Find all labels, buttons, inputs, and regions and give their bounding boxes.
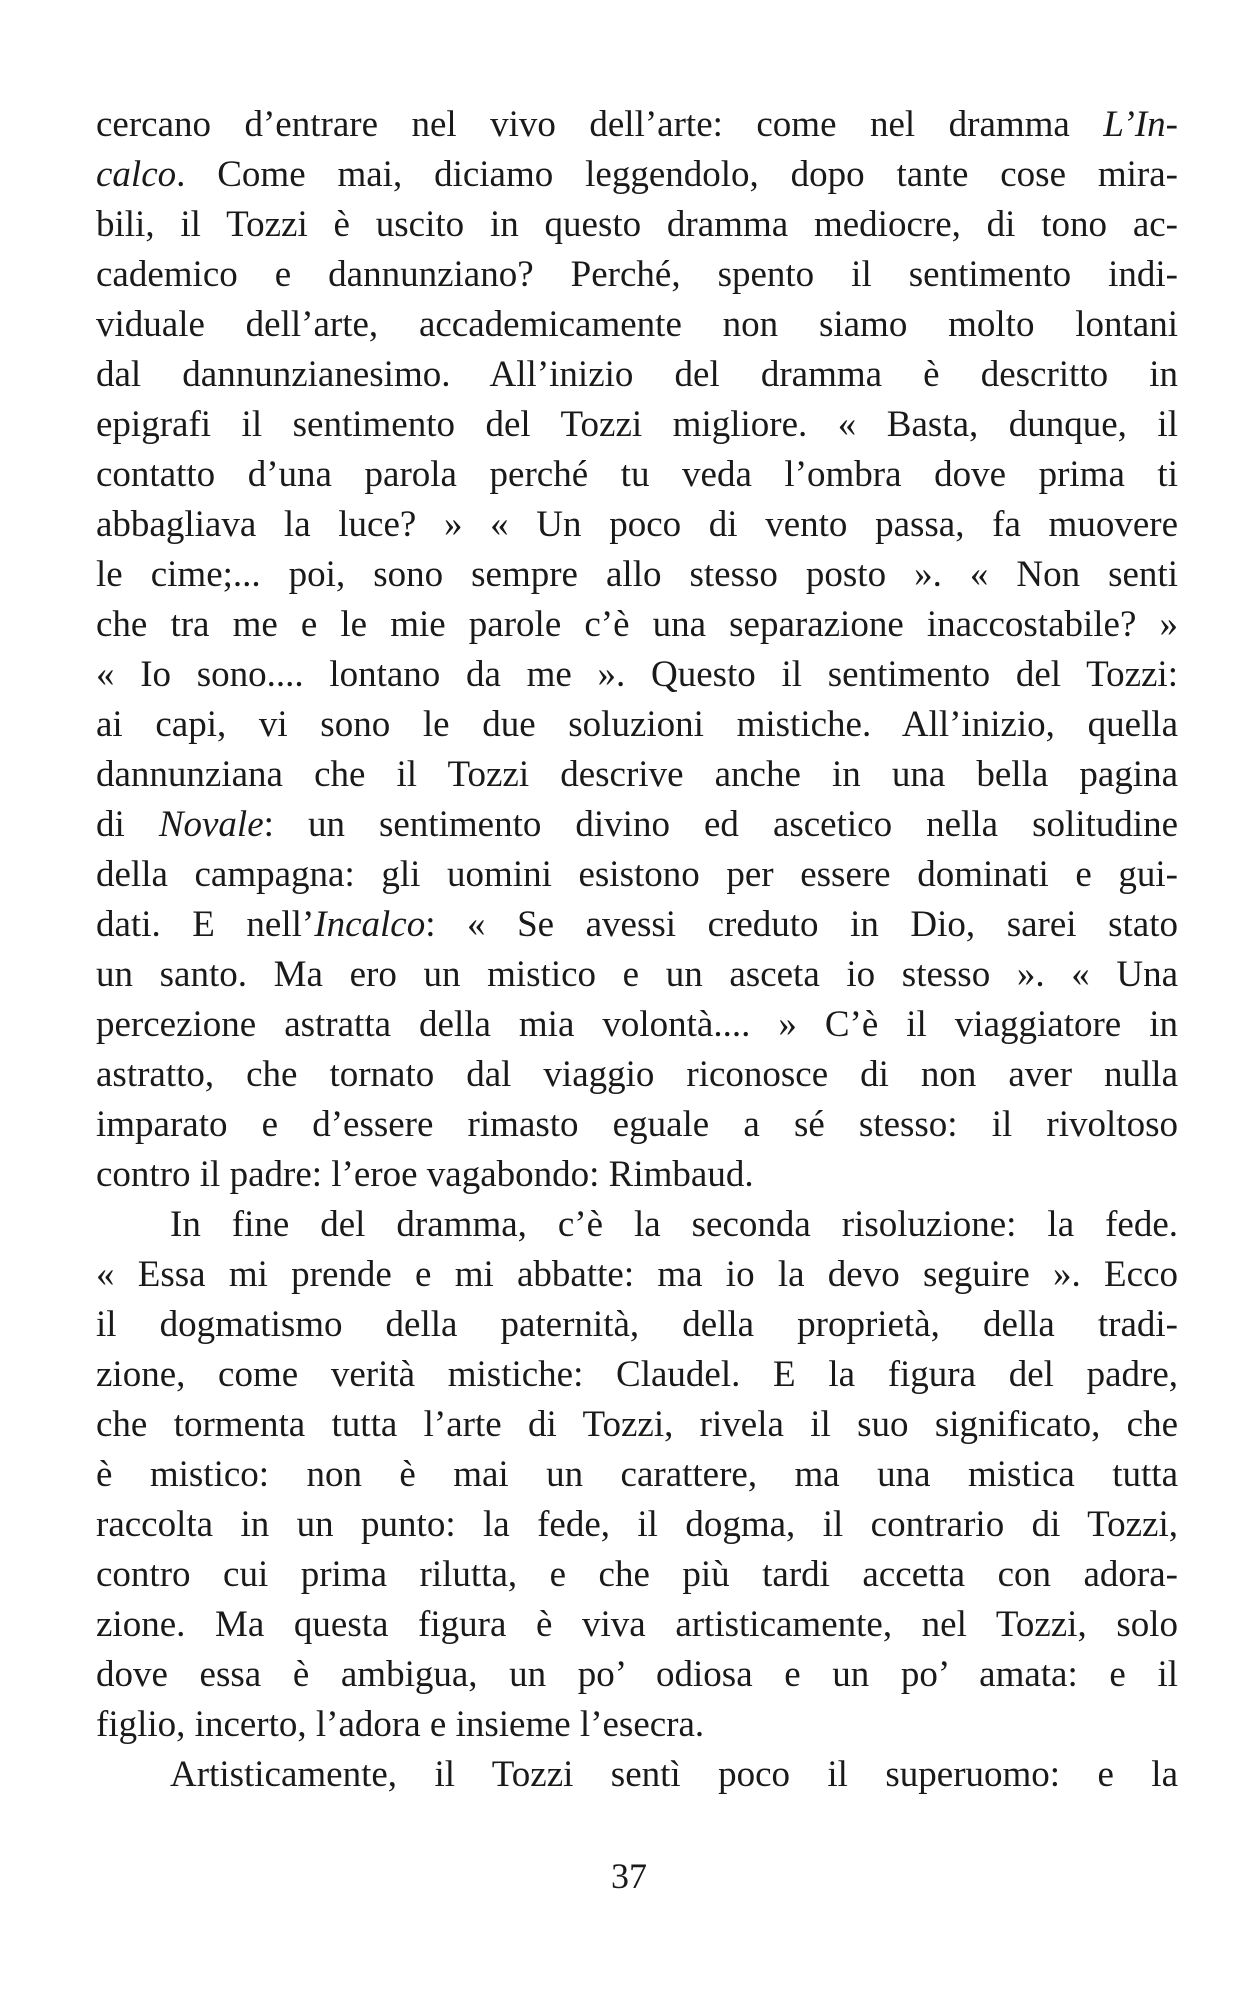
text-line: dati. E nell’Incalco: « Se avessi creduto in Dio, sarei stato [96, 904, 1179, 945]
italic-title: Incalco [314, 904, 426, 945]
text-line: che tra me e le mie parole c’è una separazione inaccostabile? » [96, 604, 1178, 645]
text-line: di Novale: un sentimento divino ed ascetico nella solitudine [96, 804, 1179, 845]
text-line: Artisticamente, il Tozzi sentì poco il superuomo: e la [170, 1754, 1178, 1795]
text-line: figlio, incerto, l’adora e insieme l’esecra. [96, 1704, 705, 1745]
text-line: percezione astratta della mia volontà.... » C’è il viaggiatore in [96, 1004, 1178, 1045]
text-line: le cime;... poi, sono sempre allo stesso posto ». « Non senti [96, 554, 1178, 595]
italic-title: calco [96, 154, 177, 195]
text-line: è mistico: non è mai un carattere, ma una mistica tutta [96, 1454, 1178, 1495]
text-line: « Io sono.... lontano da me ». Questo il sentimento del Tozzi: [96, 654, 1178, 695]
text-line: astratto, che tornato dal viaggio riconosce di non aver nulla [96, 1054, 1178, 1095]
text-line: raccolta in un punto: la fede, il dogma, il contrario di Tozzi, [96, 1504, 1178, 1545]
text-line: In fine del dramma, c’è la seconda risoluzione: la fede. [170, 1204, 1178, 1245]
body-text [96, 100, 1178, 1800]
text-line: abbagliava la luce? » « Un poco di vento passa, fa muovere [96, 504, 1178, 545]
text-line: dal dannunzianesimo. All’inizio del dramma è descritto in [96, 354, 1178, 395]
text-line: bili, il Tozzi è uscito in questo dramma mediocre, di tono ac- [96, 204, 1178, 245]
text-line: dove essa è ambigua, un po’ odiosa e un po’ amata: e il [96, 1654, 1178, 1695]
text-line: zione. Ma questa figura è viva artisticamente, nel Tozzi, solo [96, 1604, 1178, 1645]
text-line: zione, come verità mistiche: Claudel. E la figura del padre, [96, 1354, 1178, 1395]
text-line: cercano d’entrare nel vivo dell’arte: come nel dramma L’In- [96, 104, 1178, 145]
text-line: calco. Come mai, diciamo leggendolo, dopo tante cose mira- [96, 154, 1178, 195]
text-line: contro il padre: l’eroe vagabondo: Rimbaud. [96, 1154, 754, 1195]
italic-title: Novale [158, 804, 264, 845]
page-number: 37 [611, 1856, 647, 1896]
text-line: un santo. Ma ero un mistico e un asceta io stesso ». « Una [96, 954, 1178, 995]
text-line: epigrafi il sentimento del Tozzi migliore. « Basta, dunque, il [96, 404, 1178, 445]
text-line: imparato e d’essere rimasto eguale a sé stesso: il rivoltoso [96, 1104, 1178, 1145]
text-line: « Essa mi prende e mi abbatte: ma io la devo seguire ». Ecco [96, 1254, 1178, 1295]
text-line: il dogmatismo della paternità, della proprietà, della tradi- [96, 1304, 1178, 1345]
text-line: contatto d’una parola perché tu veda l’ombra dove prima ti [96, 454, 1178, 495]
text-line: ai capi, vi sono le due soluzioni mistiche. All’inizio, quella [96, 704, 1178, 745]
text-line: viduale dell’arte, accademicamente non siamo molto lontani [96, 304, 1178, 345]
text-line: della campagna: gli uomini esistono per essere dominati e gui- [96, 854, 1178, 895]
text-line: che tormenta tutta l’arte di Tozzi, rivela il suo significato, che [96, 1404, 1178, 1445]
text-line: dannunziana che il Tozzi descrive anche in una bella pagina [96, 754, 1178, 795]
italic-title: L’In- [1103, 104, 1178, 145]
text-line: contro cui prima rilutta, e che più tardi accetta con adora- [96, 1554, 1178, 1595]
text-line: cademico e dannunziano? Perché, spento il sentimento indi- [96, 254, 1178, 295]
